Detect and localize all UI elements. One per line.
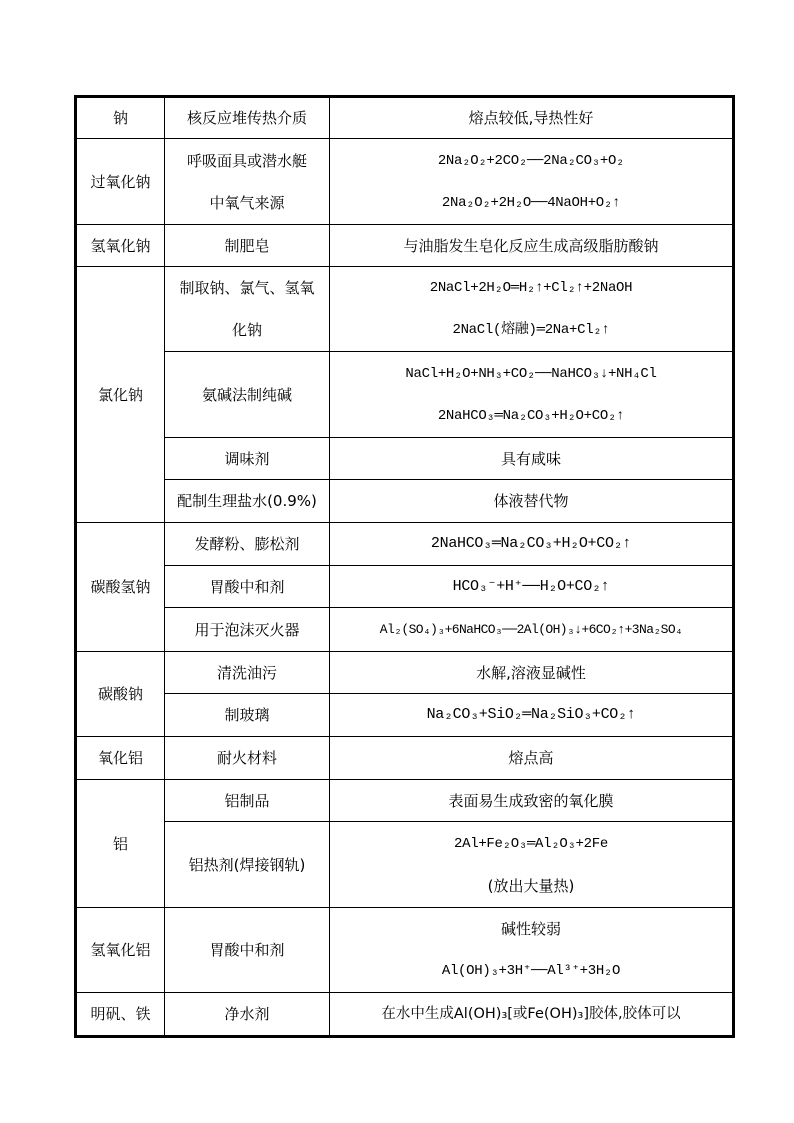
reason-cell: 体液替代物 [330,480,734,523]
table-row [76,737,734,780]
use-cell: 清洗油污 [165,652,330,694]
reason-line: 碱性较弱 [500,920,561,938]
equation: 2NaHCO₃═Na₂CO₃+H₂O+CO₂↑ [437,407,625,424]
use-cell: 氨碱法制纯碱 [165,352,330,438]
substance-cell: 明矾、铁 [76,993,165,1037]
substance-cell: 钠 [76,97,165,139]
table-row [76,267,734,352]
substance-cell: 铝 [76,780,165,908]
table-row [76,822,734,908]
equation: 2NaCl(熔融)═2Na+Cl₂↑ [452,322,610,338]
equation-cell [330,908,734,993]
substance-cell: 碳酸氢钠 [76,523,165,652]
table-row [76,352,734,438]
table-row [76,908,734,993]
use-cell: 净水剂 [165,993,330,1037]
equation: 2Na₂O₂+2CO₂──2Na₂CO₃+O₂ [437,152,625,169]
use-cell: 调味剂 [165,438,330,480]
use-cell: 制肥皂 [165,225,330,267]
chemistry-uses-table [74,95,735,1038]
reason-cell: 具有咸味 [330,438,734,480]
use-cell: 配制生理盐水(0.9%) [165,480,330,523]
equation: 2Na₂O₂+2H₂O──4NaOH+O₂↑ [441,194,621,211]
use-cell: 用于泡沫灭火器 [165,608,330,652]
equation-cell [330,267,734,352]
equation-cell [330,352,734,438]
table-row [76,608,734,652]
use-cell: 铝制品 [165,780,330,822]
use-cell [165,139,330,225]
reason-cell: 表面易生成致密的氧化膜 [330,780,734,822]
table-row [76,780,734,822]
equation-cell [330,139,734,225]
substance-cell: 氢氧化钠 [76,225,165,267]
equation-cell: Al₂(SO₄)₃+6NaHCO₃──2Al(OH)₃↓+6CO₂↑+3Na₂SO₄ [330,608,734,652]
use-cell: 铝热剂(焊接钢轨) [165,822,330,908]
table-row [76,523,734,566]
table-row [76,993,734,1037]
use-cell: 发酵粉、膨松剂 [165,523,330,566]
reason-cell: 水解,溶液显碱性 [330,652,734,694]
equation: 2NaCl+2H₂O═H₂↑+Cl₂↑+2NaOH [429,280,633,296]
table-row [76,97,734,139]
substance-cell: 氢氧化铝 [76,908,165,993]
use-line: 制取钠、氯气、氢氧 [179,279,315,297]
table-row [76,694,734,737]
equation-cell: 2NaHCO₃═Na₂CO₃+H₂O+CO₂↑ [330,523,734,566]
substance-cell: 过氧化钠 [76,139,165,225]
equation-cell: Na₂CO₃+SiO₂═Na₂SiO₃+CO₂↑ [330,694,734,737]
reason-cell: 熔点较低,导热性好 [330,97,734,139]
use-cell: 胃酸中和剂 [165,908,330,993]
table-row [76,652,734,694]
use-cell: 耐火材料 [165,737,330,780]
substance-cell: 氯化钠 [76,267,165,523]
use-line: 化钠 [231,321,262,339]
equation-cell: HCO₃⁻+H⁺──H₂O+CO₂↑ [330,566,734,608]
equation: Al(OH)₃+3H⁺──Al³⁺+3H₂O [441,963,621,979]
reason-cell: 与油脂发生皂化反应生成高级脂肪酸钠 [330,225,734,267]
equation: 2Al+Fe₂O₃═Al₂O₃+2Fe [454,835,608,852]
use-cell: 核反应堆传热介质 [165,97,330,139]
use-line: 中氧气来源 [209,193,285,212]
table-row [76,438,734,480]
use-cell [165,267,330,352]
equation-cell [330,822,734,908]
reason-cell: 在水中生成Al(OH)₃[或Fe(OH)₃]胶体,胶体可以 [330,993,734,1037]
use-line: 呼吸面具或潜水艇 [186,151,307,170]
table-row [76,225,734,267]
substance-cell: 氧化铝 [76,737,165,780]
equation-note: (放出大量热) [487,876,575,895]
use-cell: 制玻璃 [165,694,330,737]
substance-cell: 碳酸钠 [76,652,165,737]
reason-cell: 熔点高 [330,737,734,780]
equation: NaCl+H₂O+NH₃+CO₂──NaHCO₃↓+NH₄Cl [405,365,657,382]
use-cell: 胃酸中和剂 [165,566,330,608]
table-row [76,566,734,608]
table-row [76,139,734,225]
table-row [76,480,734,523]
